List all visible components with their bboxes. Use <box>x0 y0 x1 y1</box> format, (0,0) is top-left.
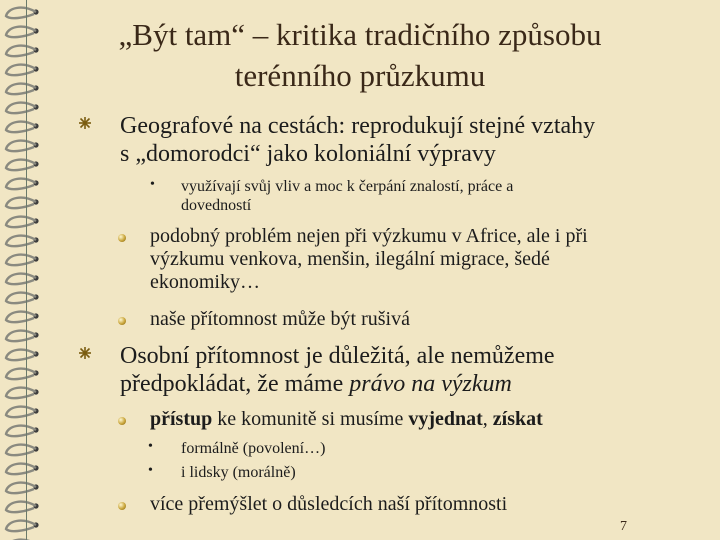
gold-bead-icon <box>118 234 126 242</box>
bullet-2-1 <box>150 225 710 294</box>
text-comma: , <box>482 408 493 430</box>
slide-title <box>60 14 660 96</box>
dot-icon: • <box>148 463 153 478</box>
title-line-1: „Být tam“ – kritika tradičního způsobu <box>118 17 602 52</box>
star-burst-icon <box>78 116 92 130</box>
bullet-2-1-line-3: ekonomiky… <box>150 271 260 293</box>
gold-bead-icon <box>118 317 126 325</box>
bold-ziskat: získat <box>492 408 543 430</box>
point-2-line-2-plain: předpokládat, že máme <box>120 371 350 397</box>
point-1-line-1: Geografové na cestách: reprodukují stejné vztahy <box>120 113 596 139</box>
gold-bead-icon <box>118 502 126 510</box>
point-1-line-2: s „domorodci“ jako koloniální výpravy <box>120 141 496 167</box>
text-ke-komunite: ke komunitě si musíme <box>212 408 409 430</box>
bullet-2-4: více přemýšlet o důsledcích naší přítomnosti <box>150 493 508 515</box>
bullet-2-1-line-2: výzkumu venkova, menšin, ilegální migrace, šedé <box>150 248 550 270</box>
bullet-2-1-line-1: podobný problém nejen při výzkumu v Africe, ale i při <box>150 225 588 247</box>
point-2-line-2-italic: právo na výzkum <box>349 371 512 397</box>
bold-vyjednat: vyjednat <box>408 408 483 430</box>
sub-bullet-1-line-2: dovedností <box>181 197 252 214</box>
gold-bead-icon <box>118 417 126 425</box>
point-2-line-1: Osobní přítomnost je důležitá, ale nemůžeme <box>120 343 555 369</box>
page-number: 7 <box>620 519 627 534</box>
sub-bullet-1-line-1: využívají svůj vliv a moc k čerpání znalostí, práce a <box>181 178 514 195</box>
bullet-2-2: naše přítomnost může být rušivá <box>150 308 410 330</box>
bold-pristup: přístup <box>150 408 213 430</box>
point-2-line-2 <box>120 370 700 398</box>
binding-spine <box>26 0 27 540</box>
bullet-2-3 <box>150 408 710 431</box>
sub-bullet-2: formálně (povolení…) <box>181 440 326 457</box>
star-burst-icon <box>78 346 92 360</box>
bullet-point-1 <box>120 112 700 168</box>
dot-icon: • <box>150 177 155 192</box>
sub-bullet-3: i lidsky (morálně) <box>181 464 296 481</box>
dot-icon: • <box>148 439 153 454</box>
title-line-2: terénního průzkumu <box>234 58 486 93</box>
sub-bullet-1 <box>181 177 681 215</box>
bullet-point-2 <box>120 342 700 398</box>
